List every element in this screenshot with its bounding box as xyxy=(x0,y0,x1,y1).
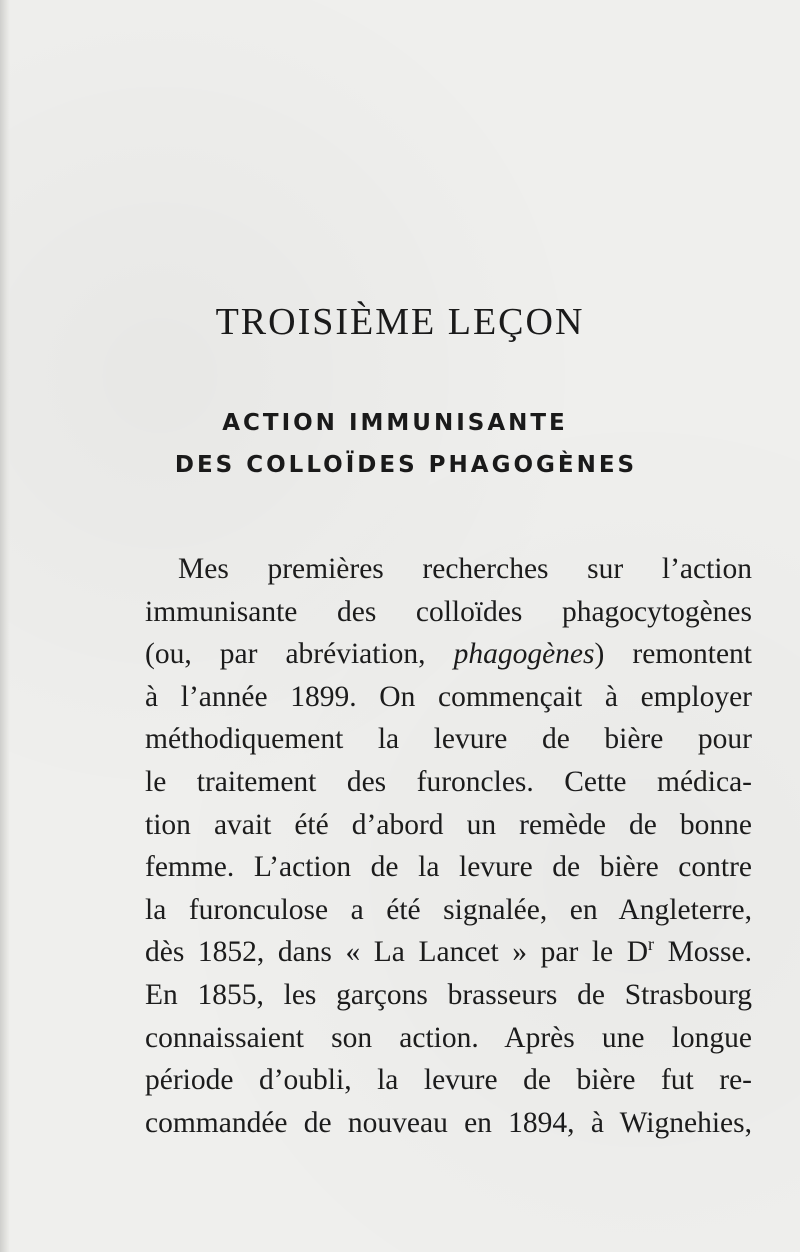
paragraph-line: le traitement des furoncles. Cette médica- xyxy=(145,765,752,798)
paragraph-line: à l’année 1899. On commençait à employer xyxy=(145,680,752,713)
italic-term: phagogènes xyxy=(453,638,595,671)
paragraph-line: En 1855, les garçons brasseurs de Strasbourg xyxy=(145,978,752,1011)
line-text: dès 1852, dans « La Lancet » par le D xyxy=(145,936,648,969)
paragraph-line xyxy=(145,931,752,974)
superscript: r xyxy=(648,934,654,955)
page-gutter-shadow xyxy=(0,0,10,1252)
paragraph-line: méthodiquement la levure de bière pour xyxy=(145,723,752,756)
paragraph-line: connaissaient son action. Après une longue xyxy=(145,1021,752,1054)
body-paragraph xyxy=(145,548,752,1144)
lesson-heading: TROISIÈME LEÇON xyxy=(215,301,585,343)
paragraph-line: immunisante des colloïdes phagocytogènes xyxy=(145,595,752,628)
paragraph-line: Mes premières recherches sur l’action xyxy=(178,553,752,585)
paragraph-line: femme. L’action de la levure de bière contre xyxy=(145,851,752,884)
paragraph-line: période d’oubli, la levure de bière fut re- xyxy=(145,1064,752,1097)
line-text: (ou, par abréviation, xyxy=(145,638,454,671)
paragraph-line xyxy=(145,633,752,676)
paragraph-line: tion avait été d’abord un remède de bonne xyxy=(145,808,752,841)
line-text: ) remontent xyxy=(594,638,752,671)
line-text: Mosse. xyxy=(654,936,752,969)
paragraph-line: la furonculose a été signalée, en Angleterre, xyxy=(145,893,752,926)
section-subtitle-line-1: ACTION IMMUNISANTE xyxy=(222,410,568,436)
section-subtitle-line-2: DES COLLOÏDES PHAGOGÈNES xyxy=(174,452,638,478)
paragraph-line: commandée de nouveau en 1894, à Wignehies, xyxy=(145,1106,752,1139)
